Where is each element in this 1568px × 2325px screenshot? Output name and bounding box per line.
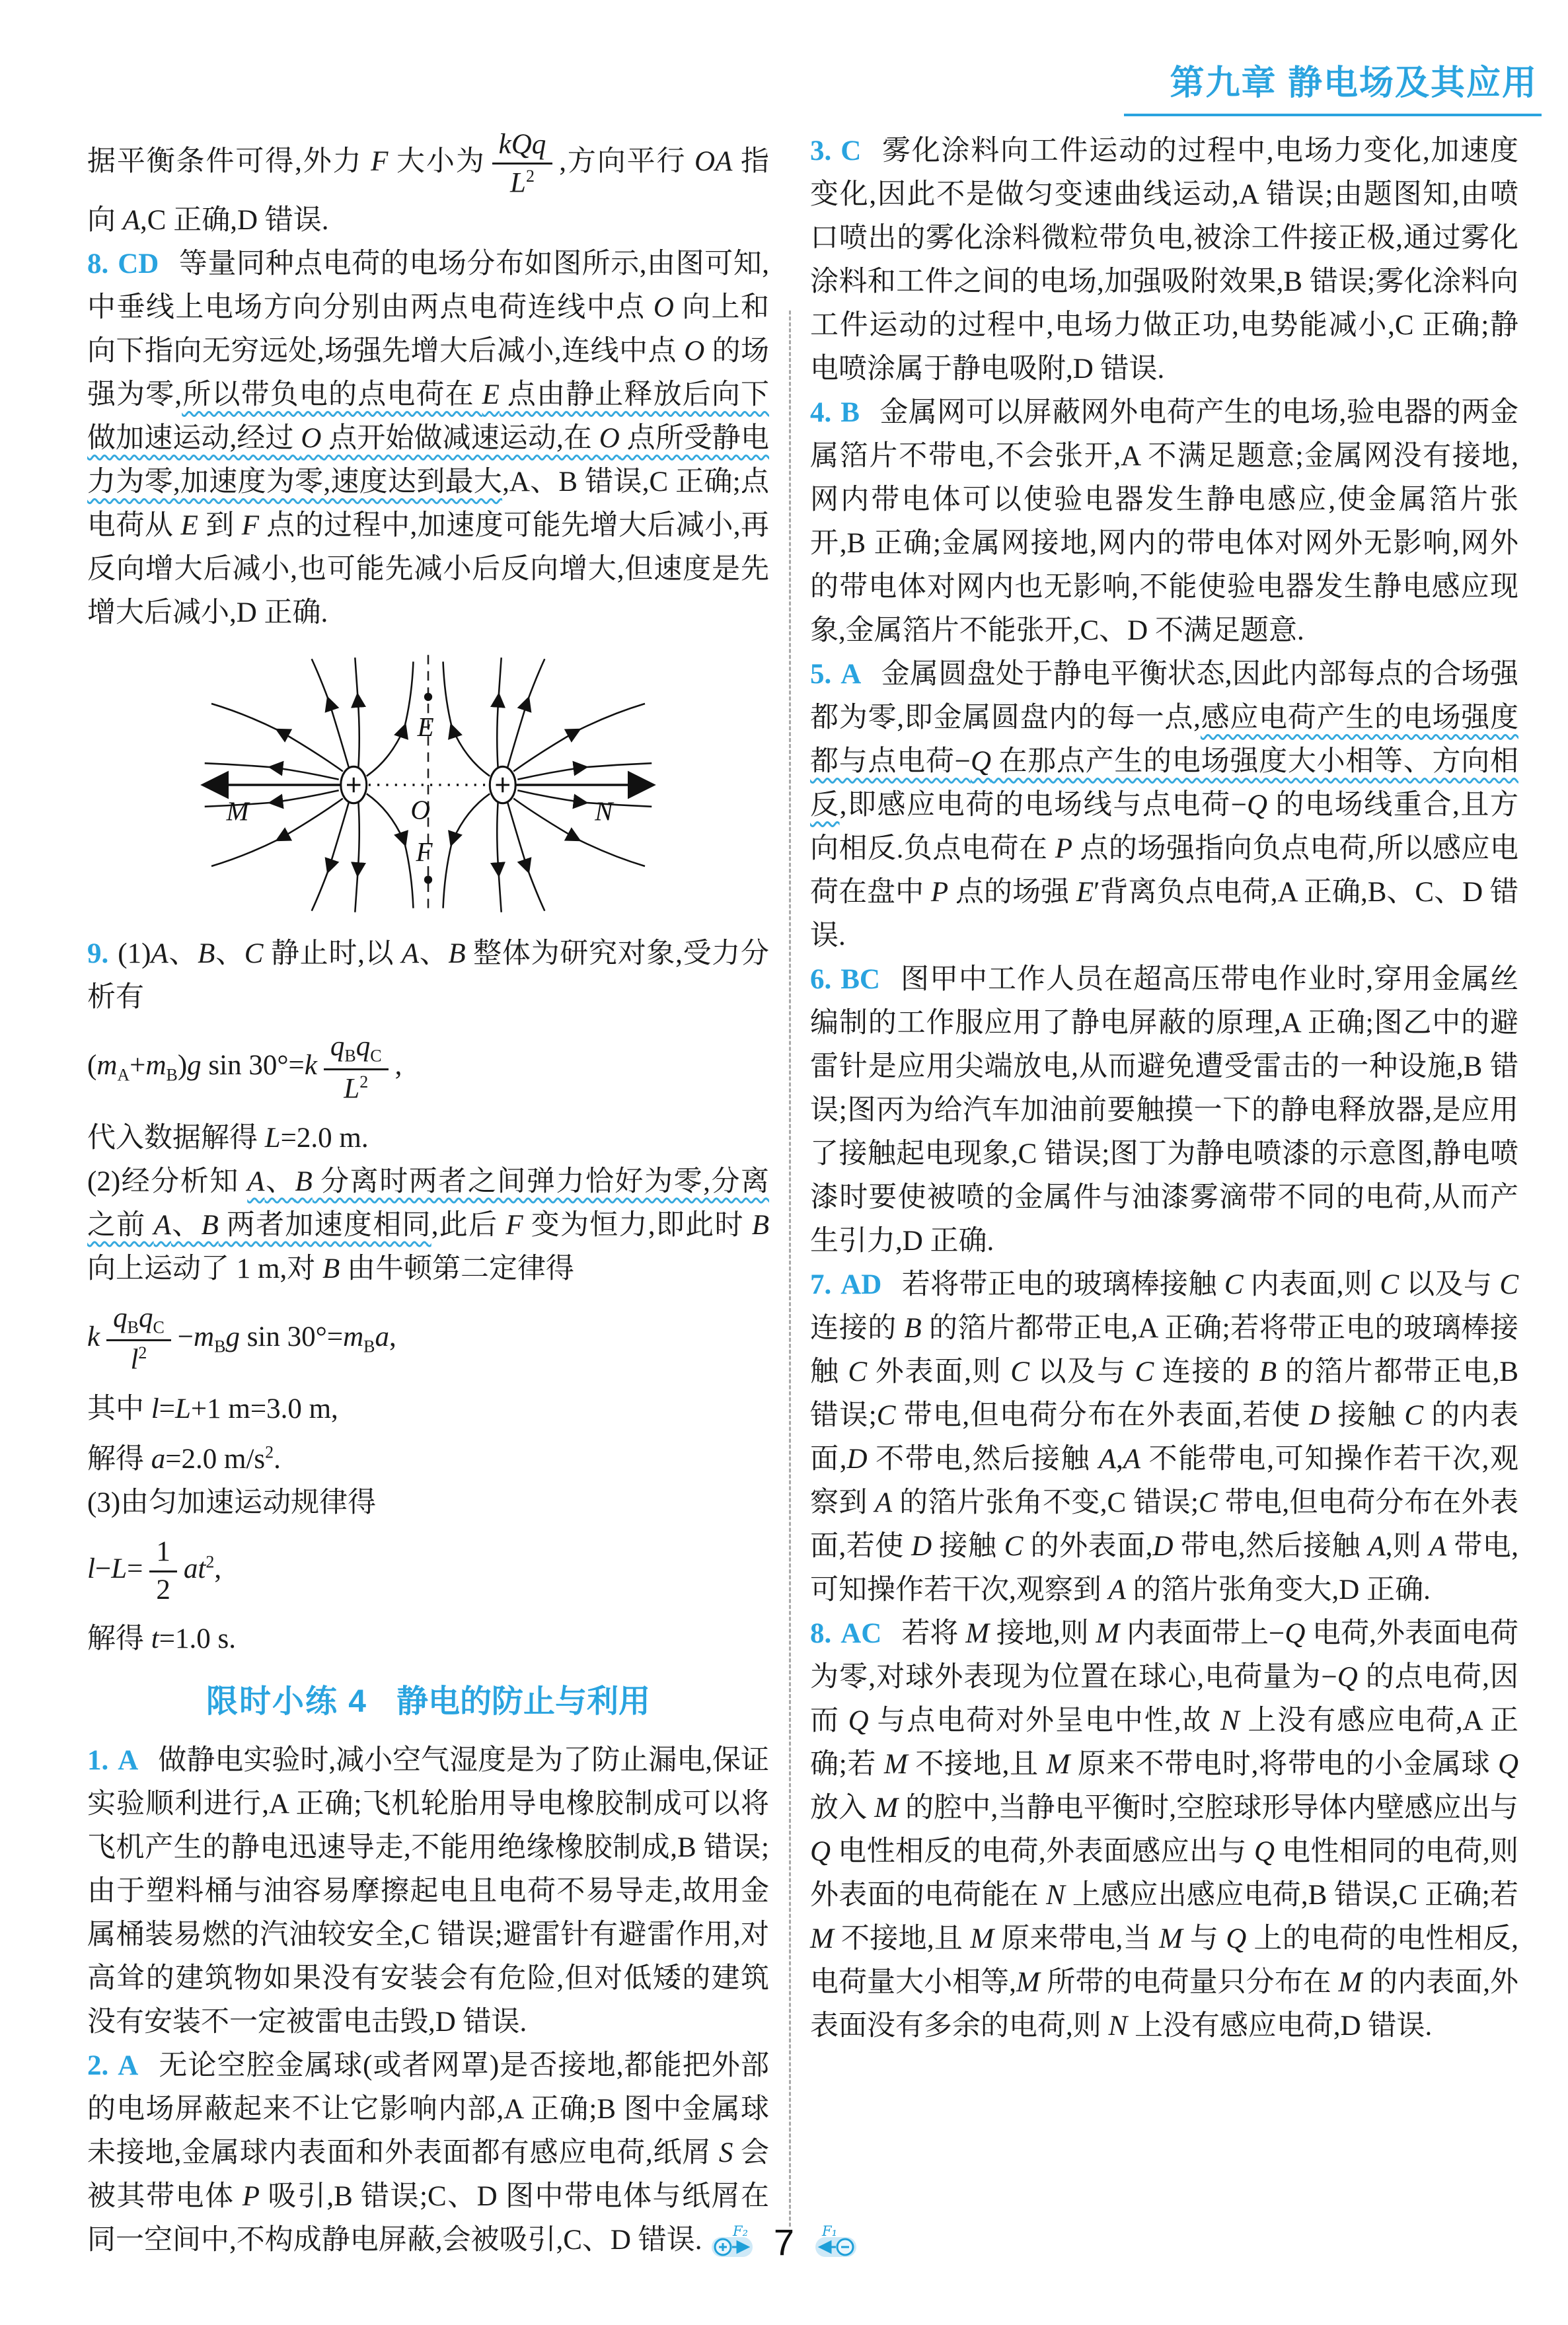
answer-item-9 bbox=[87, 932, 769, 1661]
label-E: E bbox=[417, 712, 434, 743]
column-divider bbox=[789, 311, 791, 2227]
svg-text:F₁: F₁ bbox=[822, 2225, 838, 2239]
positive-charge-icon bbox=[710, 2225, 754, 2260]
question-number: 8. bbox=[810, 1618, 832, 1649]
answer-item-8-right bbox=[810, 1612, 1518, 2048]
label-F: F bbox=[416, 836, 433, 867]
left-column bbox=[87, 129, 769, 2262]
chapter-title: 第九章 静电场及其应用 bbox=[1124, 63, 1542, 116]
answer-letters: C bbox=[840, 135, 862, 166]
question-number: 4. bbox=[810, 397, 832, 428]
answer-item-7 bbox=[810, 1263, 1518, 1612]
answer-text: 等量同种点电荷的电场分布如图所示,由图可知,中垂线上电场方向分别由两点电荷连线中点 O 向上和向下指向无穷远处,场强先增大后减小,连线中点 O 的场强为零,所以带负电的点电荷在 E 点由静止释放后向下做加速运动,经过 O 点开始做减速运动,在 O 点所受静电力为零,加速度为零,速度达到最大,A、B 错误,C 正确;点电荷从 E 到 F 点的过程中,加速度可能先增大后减小,再反向增大后减小,也可能先减小后反向增大,但速度是先增大后减小,D 正确. bbox=[87, 248, 770, 629]
answer-text: 无论空腔金属球(或者网罩)是否接地,都能把外部的电场屏蔽起来不让它影响内部,A 正确;B 图中金属球未接地,金属球内表面和外表面都有感应电荷,纸屑 S 会被其带电体 P 吸引,B 错误;C、D 图中带电体与纸屑在同一空间中,不构成静电屏蔽,会被吸引,C、D 错误. bbox=[87, 2050, 770, 2256]
answer-letters: A bbox=[118, 2050, 139, 2082]
answer-text: 图甲中工作人员在超高压带电作业时,穿用金属丝编制的工作服应用了静电屏蔽的原理,A 正确;图乙中的避雷针是应用尖端放电,从而避免遭受雷击的一种设施,B 错误;图丙为给汽车加油前要触摸一下的静电释放器,是应用了接触起电现象,C 错误;图丁为静电喷漆的示意图,静电喷漆时要使被喷的金属件与油漆雾滴带不同的电荷,从而产生引力,D 正确. bbox=[810, 964, 1518, 1257]
label-N: N bbox=[595, 795, 613, 827]
answer-text: 雾化涂料向工件运动的过程中,电场力变化,加速度变化,因此不是做匀变速曲线运动,A 错误;由题图知,由喷口喷出的雾化涂料微粒带负电,被涂工件接正极,通过雾化涂料和工件之间的电场,加强吸附效果,B 错误;雾化涂料向工件运动的过程中,电场力做正功,电势能减小,C 正确;静电喷涂属于静电吸附,D 错误. bbox=[810, 135, 1518, 385]
section-badge: 限时小练 4 bbox=[205, 1684, 368, 1720]
answer-item-6 bbox=[810, 958, 1518, 1263]
positive-charge-left bbox=[341, 767, 367, 803]
question-number: 1. bbox=[87, 1745, 109, 1777]
page-footer bbox=[0, 2221, 1568, 2263]
answer-item-3 bbox=[810, 129, 1518, 391]
answer-text: 金属网可以屏蔽网外电荷产生的电场,验电器的两金属箔片不带电,不会张开,A 不满足题意;金属网没有接地,网内带电体可以使验电器发生静电感应,使金属箔片张开,B 正确;金属网接地,网内的带电体对网外无影响,网外的带电体对网内也无影响,不能使验电器发生静电感应现象,金属箔片不能张开,C、D 不满足题意. bbox=[810, 397, 1518, 646]
answer-letters: AC bbox=[840, 1618, 882, 1649]
question-number: 2. bbox=[87, 2050, 109, 2082]
answer-text: 若将带正电的玻璃棒接触 C 内表面,则 C 以及与 C 连接的 B 的箔片都带正电,A 正确;若将带正电的玻璃棒接触 C 外表面,则 C 以及与 C 连接的 B 的箔片都带正电,B 错误;C 带电,但电荷分布在外表面,若使 D 接触 C 的内表面,D 不带电,然后接触 A,A 不能带电,可知操作若干次,观察到 A 的箔片张角不变,C 错误;C 带电,但电荷分布在外表面,若使 D 接触 C 的外表面,D 带电,然后接触 A,则 A 带电,可知操作若干次,观察到 A 的箔片张角变大,D 正确. bbox=[810, 1269, 1519, 1605]
answer-item-8 bbox=[87, 242, 769, 635]
answer-letters: CD bbox=[118, 248, 159, 280]
answer-text: 据平衡条件可得,外力 F 大小为 $\frac{\text{kQq}}{L^2}$ ,方向平行 OA 指向 A,C 正确,D 错误. bbox=[87, 129, 769, 237]
negative-charge-icon bbox=[814, 2225, 858, 2260]
question-number: 6. bbox=[810, 964, 832, 995]
section-title: 静电的防止与利用 bbox=[396, 1684, 651, 1720]
answer-letters: A bbox=[840, 659, 862, 690]
field-line-diagram bbox=[177, 649, 679, 920]
question-number: 8. bbox=[87, 248, 109, 280]
answer-text: 金属圆盘处于静电平衡状态,因此内部每点的合场强都为零,即金属圆盘内的每一点,感应电荷产生的电场强度都与点电荷−Q 在那点产生的电场强度大小相等、方向相反,即感应电荷的电场线与点电荷−Q 的电场线重合,且方向相反.负点电荷在 P 点的场强指向负点电荷,所以感应电荷在盘中 P 点的场强 E′背离负点电荷,A 正确,B、C、D 错误. bbox=[810, 659, 1519, 951]
page-number: 7 bbox=[773, 2221, 795, 2263]
answer-letters: B bbox=[840, 397, 860, 428]
answer-continuation bbox=[87, 129, 769, 242]
question-number: 3. bbox=[810, 135, 832, 166]
question-number: 5. bbox=[810, 659, 832, 690]
question-number: 7. bbox=[810, 1269, 832, 1300]
answer-text: (1)A、B、C 静止时,以 A、B 整体为研究对象,受力分析有 $(m_A+m_B)g$ sin 30°=k $\frac{q_Bq_C}{L^2}$ , 代入数据解得 L=2.0 m. (2)经分析知 A、B 分离时两者之间弹力恰好为零,分离之前 A、B 两者加速度相同,此后 F 变为恒力,即此时 B 向上运动了 1 m,对 B 由牛顿第二定律得 k $\frac{q_Bq_C}{l^2}$ $-m_Bg$ $\sin 30^\circ=m_Ba$, 其中 l=L+1 m=3.0 m, 解得 a=2.0 $m/s^2$. (3)由匀加速运动规律得 l−L= $\frac{1}{2}$ $at^2$, 解得 t=1.0 s. bbox=[87, 938, 770, 1655]
point-E-dot bbox=[424, 693, 432, 701]
positive-charge-right bbox=[490, 767, 515, 803]
label-O: O bbox=[410, 794, 430, 825]
answer-text: 做静电实验时,减小空气湿度是为了防止漏电,保证实验顺利进行,A 正确;飞机轮胎用导电橡胶制成可以将飞机产生的静电迅速导走,不能用绝缘橡胶制成,B 错误;由于塑料桶与油容易摩擦起电且电荷不易导走,故用金属桶装易燃的汽油较安全,C 错误;避雷针有避雷作用,对高耸的建筑物如果没有安装会有危险,但对低矮的建筑没有安装不一定被雷电击毁,D 错误. bbox=[87, 1745, 769, 2038]
right-column bbox=[810, 129, 1518, 2048]
label-M: M bbox=[226, 795, 249, 827]
answer-item-1 bbox=[87, 1739, 769, 2044]
answer-text: 若将 M 接地,则 M 内表面带上−Q 电荷,外表面电荷为零,对球外表现为位置在球心,电荷量为−Q 的点电荷,因而 Q 与点电荷对外呈电中性,故 N 上没有感应电荷,A 正确;若 M 不接地,且 M 原来不带电时,将带电的小金属球 Q 放入 M 的腔中,当静电平衡时,空腔球形导体内壁感应出与 Q 电性相反的电荷,外表面感应出与 Q 电性相同的电荷,则外表面的电荷能在 N 上感应出感应电荷,B 错误,C 正确;若 M 不接地,且 M 原来带电,当 M 与 Q 上的电荷的电性相反,电荷量大小相等,M 所带的电荷量只分布在 M 的内表面,外表面没有多余的电荷,则 N 上没有感应电荷,D 错误. bbox=[810, 1618, 1519, 2042]
answer-item-4 bbox=[810, 391, 1518, 653]
question-number: 9. bbox=[87, 938, 109, 970]
section-heading bbox=[87, 1681, 769, 1723]
answer-item-5 bbox=[810, 653, 1518, 958]
answer-letters: BC bbox=[840, 964, 880, 995]
answer-letters: A bbox=[118, 1745, 139, 1777]
point-F-dot bbox=[424, 876, 432, 884]
svg-text:F₂: F₂ bbox=[732, 2225, 748, 2239]
answer-letters: AD bbox=[840, 1269, 882, 1300]
